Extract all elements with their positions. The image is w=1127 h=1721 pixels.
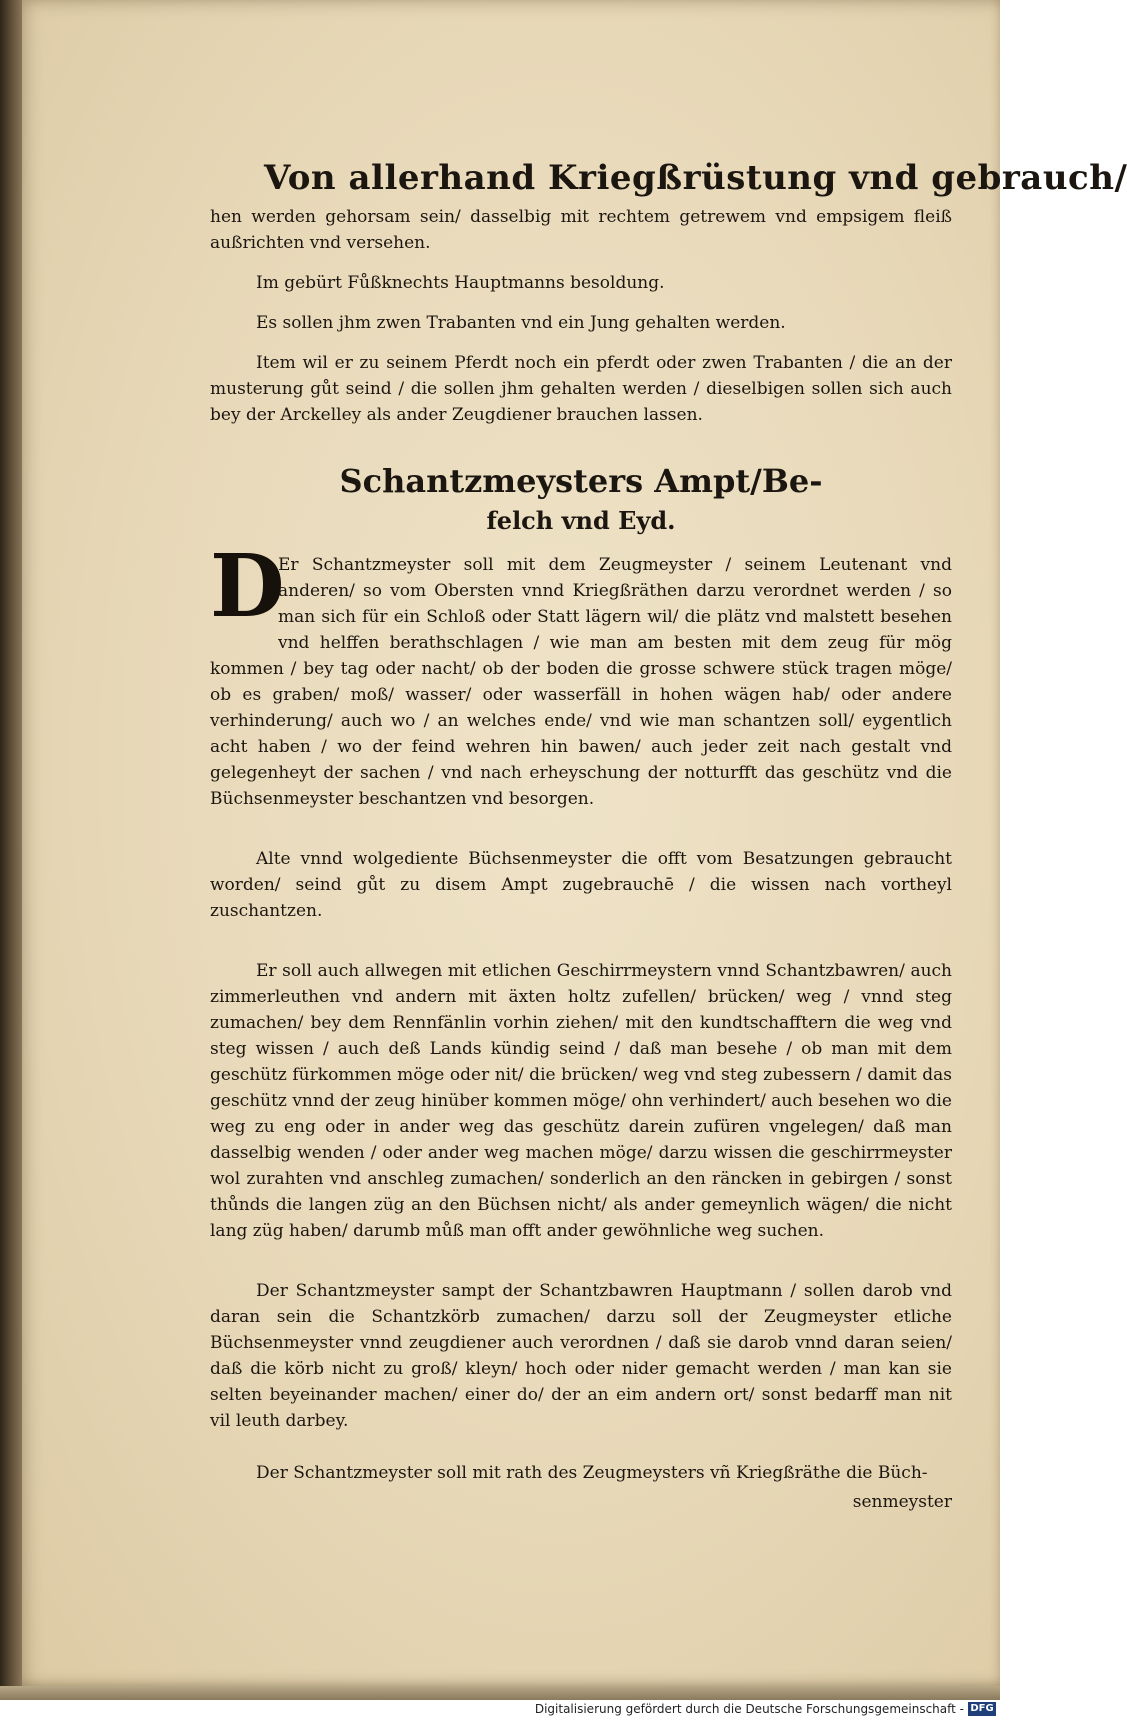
- first-paragraph: [210, 536, 952, 812]
- book-page: [14, 0, 1127, 1690]
- paragraph: Im gebürt Fůßknechts Hauptmanns besoldung.: [256, 273, 665, 293]
- running-head: Von allerhand Kriegßrüstung vnd gebrauch/: [264, 158, 1127, 198]
- paragraph: Er soll auch allwegen mit etlichen Geschirrmeystern vnnd Schantzbawren/ auch zimmerleuthen vnd andern mit äxten holtz zufellen/ brücken/ weg / vnnd steg zumachen/ bey dem Rennfänlin vorhin ziehen/ mit den kundtschafftern die weg vnd steg wissen / auch deß Lands kündig seind / daß man besehe / ob man mit dem geschütz fürkommen möge oder nit/ die brücken/ weg vnd steg zubessern / damit das geschütz vnnd der zeug hinüber kommen möge/ ohn verhindert/ auch besehen wo die weg zu eng oder in ander weg das geschütz darein zufüren vngelegen/ daß man dasselbig wenden / oder ander weg machen möge/ darzu wissen die geschirrmeyster wol zurahten vnd anschleg zumachen/ sonderlich an den räncken in gebirgen / sonst thůnds die langen züg an den Büchsen nicht/ als ander gemeynlich wägen/ die nicht lang züg haben/ darumb můß man offt ander gewöhnliche weg suchen.: [210, 961, 952, 1241]
- book-spine-edge: [0, 0, 22, 1721]
- page-text: [210, 158, 1127, 1514]
- paragraph: hen werden gehorsam sein/ dasselbig mit rechtem getrewem vnd empsigem fleiß außrichten vnd versehen.: [210, 207, 952, 253]
- paragraph: Alte vnnd wolgediente Büchsenmeyster die offt vom Besatzungen gebraucht worden/ seind gůt zu disem Ampt zugebrauchē / die wissen nach vortheyl zuschantzen.: [210, 849, 952, 921]
- funding-credit: Digitalisierung gefördert durch die Deutsche Forschungsgemeinschaft -: [534, 1702, 964, 1716]
- section-title-continued: felch vnd Eyd.: [486, 506, 676, 535]
- paragraph: Der Schantzmeyster soll mit rath des Zeugmeysters vñ Kriegßräthe die Büch-: [256, 1463, 928, 1483]
- paragraph: Item wil er zu seinem Pferdt noch ein pferdt oder zwen Trabanten / die an der musterung gůt seind / die sollen jhm gehalten werden / dieselbigen sollen sich auch bey der Arckelley als ander Zeugdiener brauchen lassen.: [210, 353, 952, 425]
- dfg-logo: DFG: [968, 1702, 996, 1716]
- paragraph: Es sollen jhm zwen Trabanten vnd ein Jung gehalten werden.: [256, 313, 786, 333]
- book-bottom-edge: [0, 1686, 1000, 1700]
- drop-cap-initial: D: [210, 536, 285, 637]
- catchword: senmeyster: [852, 1492, 952, 1512]
- paragraph: Er Schantzmeyster soll mit dem Zeugmeyster / seinem Leutenant vnd anderen/ so vom Obersten vnnd Kriegßräthen darzu verordnet werden / so man sich für ein Schloß oder Statt lägern wil/ die plätz vnd malstett besehen vnd helffen berathschlagen / wie man am besten mit dem zeug für mög kommen / bey tag oder nacht/ ob der boden die grosse schwere stück tragen möge/ ob es graben/ moß/ wasser/ oder wasserfäll in hohen wägen hab/ oder andere verhinderung/ auch wo / an welches ende/ vnd wie man schantzen soll/ eygentlich acht haben / wo der feind wehren hin bawen/ auch jeder zeit nach gestalt vnd gelegenheyt der sachen / vnd nach erheyschung der notturfft das geschütz vnd die Büchsenmeyster beschantzen vnd besorgen.: [210, 555, 952, 809]
- section-title: Schantzmeysters Ampt/Be-: [339, 462, 823, 500]
- paragraph: Der Schantzmeyster sampt der Schantzbawren Hauptmann / sollen darob vnd daran sein die Schantzkörb zumachen/ darzu soll der Zeugmeyster etliche Büchsenmeyster vnnd zeugdiener auch verordnen / daß sie darob vnnd daran seien/ daß die körb nicht zu groß/ kleyn/ hoch oder nider gemacht werden / man kan sie selten beyeinander machen/ einer do/ der an eim andern ort/ sonst bedarff man nit vil leuth darbey.: [210, 1281, 952, 1431]
